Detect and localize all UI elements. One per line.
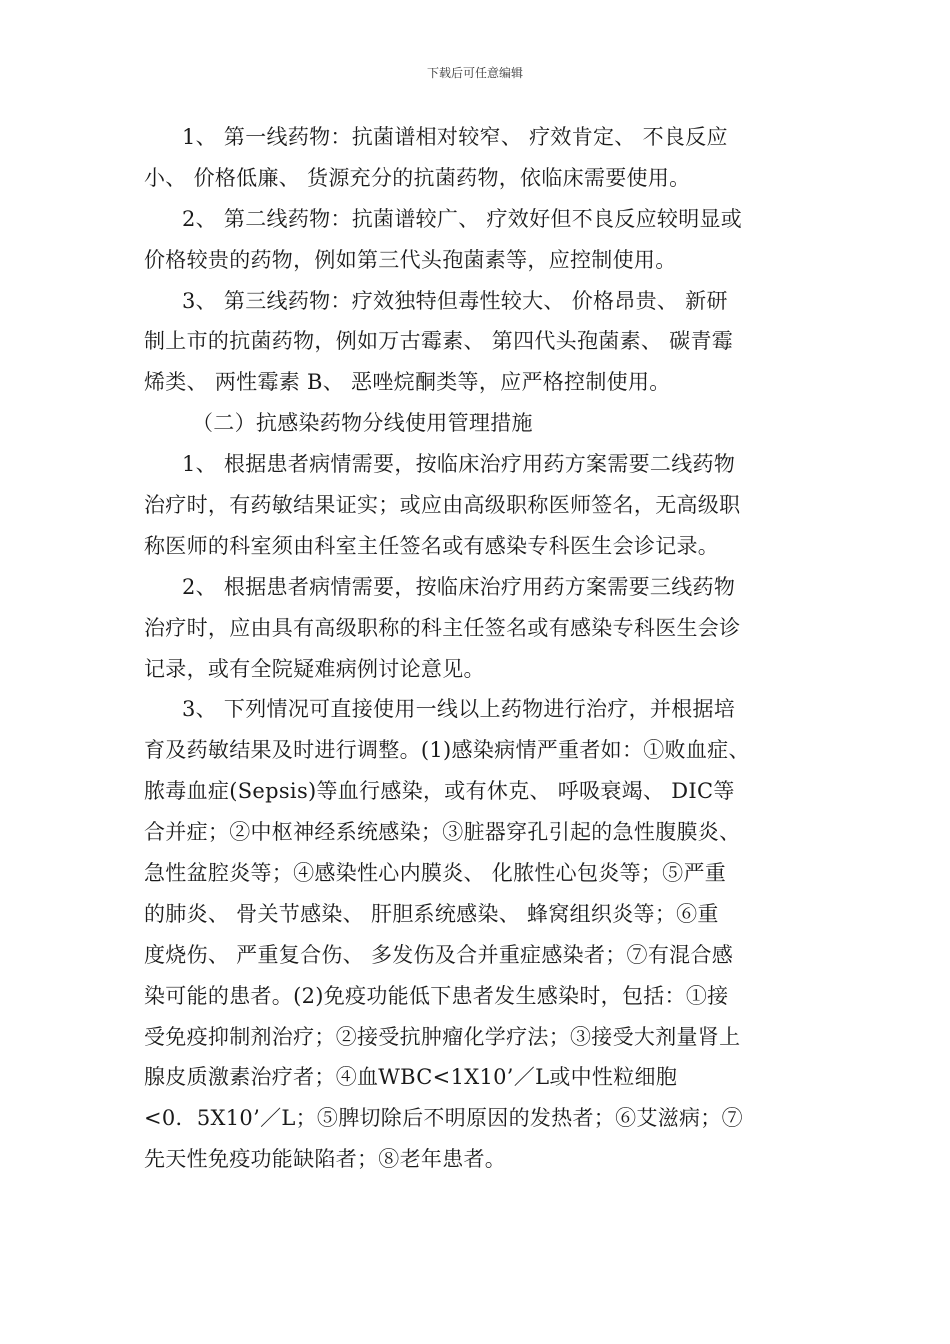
- text-line: 3、 第三线药物：疗效独特但毒性较大、 价格昂贵、 新研: [182, 288, 728, 313]
- text-line: 3、 下列情况可直接使用一线以上药物进行治疗，并根据培: [182, 697, 736, 722]
- text-line: <0．5X10’／L；⑤脾切除后不明原因的发热者；⑥艾滋病；⑦: [144, 1106, 743, 1131]
- text-line: 1、 第一线药物：抗菌谱相对较窄、 疗效肯定、 不良反应: [182, 125, 728, 149]
- text-line: 称医师的科室须由科室主任签名或有感染专科医生会诊记录。: [144, 533, 720, 558]
- text-line: （二）抗感染药物分线使用管理措施: [192, 411, 533, 436]
- text-line: 制上市的抗菌药物，例如万古霉素、 第四代头孢菌素、 碳青霉: [144, 329, 734, 354]
- text-line: 价格较贵的药物，例如第三代头孢菌素等，应控制使用。: [144, 247, 677, 272]
- text-line: 度烧伤、 严重复合伤、 多发伤及合并重症感染者；⑦有混合感: [144, 942, 734, 967]
- text-line: 烯类、 两性霉素 B、 恶唑烷酮类等，应严格控制使用。: [144, 370, 671, 395]
- text-line: 急性盆腔炎等；④感染性心内膜炎、 化脓性心包炎等；⑤严重: [144, 861, 727, 886]
- text-line: 治疗时，应由具有高级职称的科主任签名或有感染专科医生会诊: [144, 615, 741, 640]
- text-line: 染可能的患者。(2)免疫功能低下患者发生感染时，包括：①接: [144, 983, 729, 1008]
- text-line: 1、 根据患者病情需要，按临床治疗用药方案需要二线药物: [182, 452, 736, 477]
- document-body: [144, 117, 806, 1180]
- text-line: 小、 价格低廉、 货源充分的抗菌药物，依临床需要使用。: [144, 165, 691, 190]
- text-line: 脓毒血症(Sepsis)等血行感染，或有休克、 呼吸衰竭、 DIC等: [144, 779, 735, 804]
- text-line: 治疗时，有药敏结果证实；或应由高级职称医师签名，无高级职: [144, 493, 741, 518]
- text-line: 腺皮质激素治疗者；④血WBC<1X10’／L或中性粒细胞: [144, 1065, 678, 1090]
- text-line: 合并症；②中枢神经系统感染；③脏器穿孔引起的急性腹膜炎、: [144, 820, 741, 845]
- text-line: 育及药敏结果及时进行调整。(1)感染病情严重者如：①败血症、: [144, 738, 750, 763]
- text-line: 记录，或有全院疑难病例讨论意见。: [144, 656, 485, 681]
- text-line: 2、 根据患者病情需要，按临床治疗用药方案需要三线药物: [182, 574, 736, 599]
- page-header: 下载后可任意编辑: [426, 66, 523, 80]
- text-line: 先天性免疫功能缺陷者；⑧老年患者。: [144, 1147, 507, 1172]
- text-line: 受免疫抑制剂治疗；②接受抗肿瘤化学疗法；③接受大剂量肾上: [144, 1024, 741, 1049]
- text-line: 的肺炎、 骨关节感染、 肝胆系统感染、 蜂窝组织炎等；⑥重: [144, 901, 719, 926]
- text-line: 2、 第二线药物：抗菌谱较广、 疗效好但不良反应较明显或: [182, 206, 743, 231]
